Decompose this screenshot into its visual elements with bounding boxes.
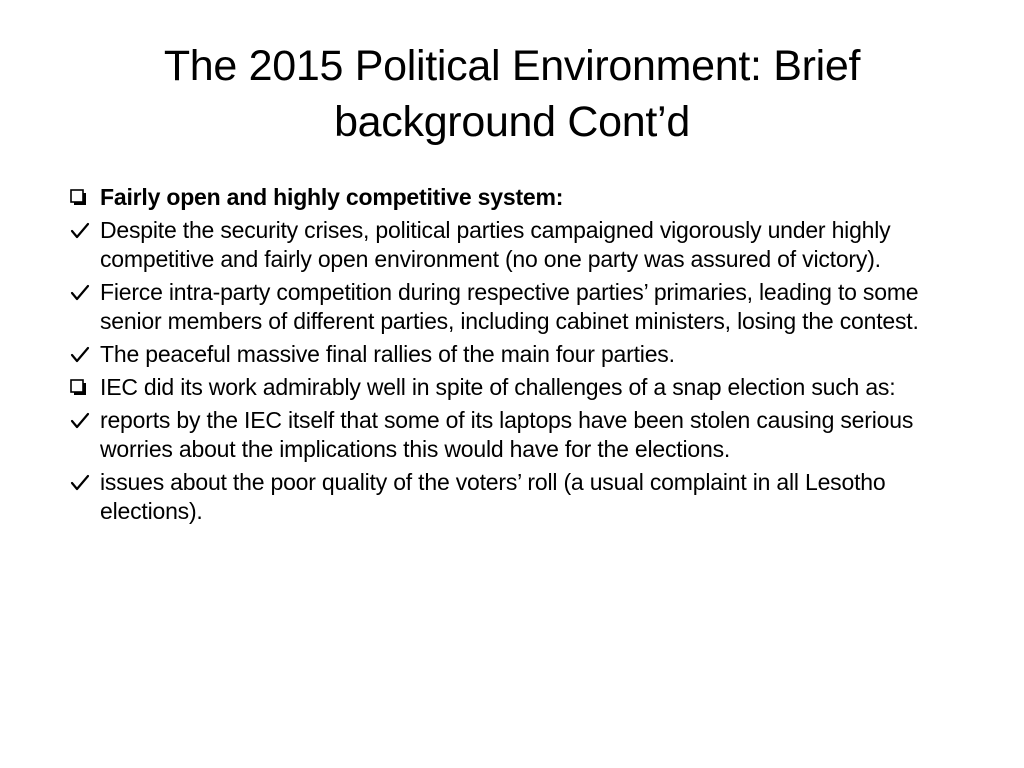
bullet-list — [70, 183, 960, 530]
checkmark-icon — [70, 278, 100, 307]
bullet-text: Despite the security crises, political parties campaigned vigorously under highly competitive and fairly open environment (no one party was assured of victory). — [100, 217, 891, 272]
checkmark-icon — [70, 406, 100, 435]
slide-title: The 2015 Political Environment: Brief background Cont’d — [163, 42, 861, 146]
checkmark-icon — [70, 468, 100, 497]
bullet-text: IEC did its work admirably well in spite of challenges of a snap election such as: — [100, 374, 896, 400]
checkbox-icon — [70, 373, 100, 402]
checkmark-icon — [70, 216, 100, 245]
bullet-item — [70, 216, 960, 274]
checkbox-icon — [70, 183, 100, 212]
bullet-item — [70, 183, 960, 212]
bullet-text: Fierce intra-party competition during respective parties’ primaries, leading to some senior members of different parties, including cabinet ministers, losing the contest. — [100, 279, 919, 334]
bullet-text: The peaceful massive final rallies of the main four parties. — [100, 341, 675, 367]
bullet-text: issues about the poor quality of the voters’ roll (a usual complaint in all Lesotho elections). — [100, 469, 886, 524]
bullet-item — [70, 373, 960, 402]
checkmark-icon — [70, 340, 100, 369]
bullet-text: reports by the IEC itself that some of its laptops have been stolen causing serious worries about the implications this would have for the elections. — [100, 407, 914, 462]
bullet-item — [70, 278, 960, 336]
bullet-text: Fairly open and highly competitive system: — [100, 184, 564, 210]
bullet-item — [70, 340, 960, 369]
bullet-item — [70, 406, 960, 464]
bullet-item — [70, 468, 960, 526]
